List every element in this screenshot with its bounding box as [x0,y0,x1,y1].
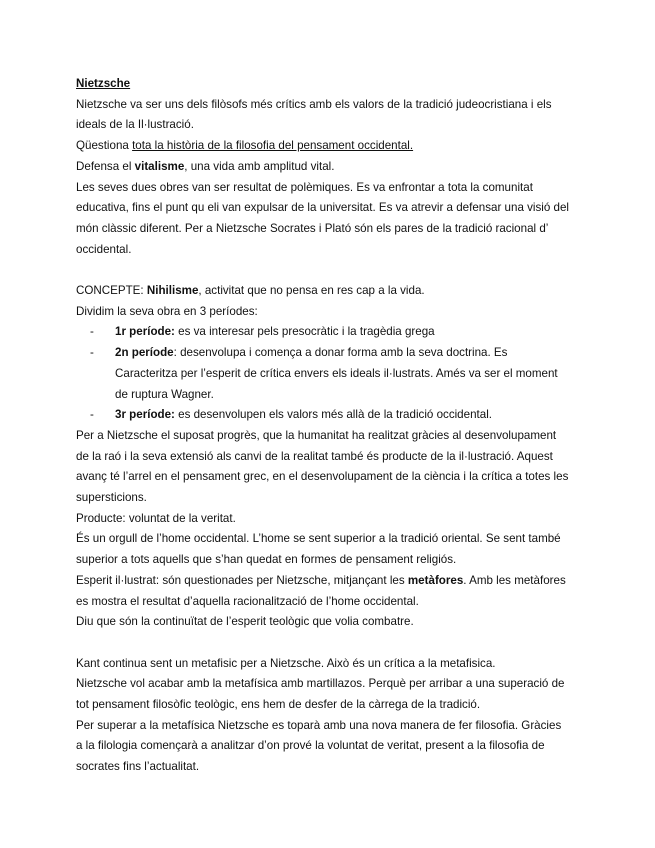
paragraph-gap [76,260,586,281]
intro-line-1: Nietzsche va ser uns dels filòsofs més crítics amb els valors de la tradició judeocristiana i els [76,97,552,111]
period-label: 1r període: [115,325,175,339]
defensa-suffix: , una vida amb amplitud vital. [184,159,335,173]
obres-line-4: occidental. [76,242,132,256]
period-item-2-cont-2: de ruptura Wagner. [115,387,214,401]
diu-line: Diu que són la continuïtat de l’esperit teològic que volia combatre. [76,615,414,629]
kant-line-6: socrates fins l’actualitat. [76,760,200,774]
period-item-3 [76,405,586,426]
orgull-line-2: superior a tots aquells que s’han quedat en formes de pensament religiós. [76,553,457,567]
progress-line-4: supersticions. [76,491,147,505]
esperit-prefix: Esperit il·lustrat: són questionades per Nietzsche, mitjançant les [76,573,408,587]
esperit-line-1 [76,571,586,592]
period-text: es va interesar pels presocràtic i la tragèdia grega [174,325,435,339]
period-item-2 [76,343,586,364]
orgull-line-1: És un orgull de l’home occidental. L’home se sent superior a la tradició oriental. Se sent també [76,532,561,546]
bullet-dash: - [90,325,94,339]
document-title [76,74,586,95]
period-item-1 [76,322,586,343]
bullet-dash: - [90,408,94,422]
esperit-line-2: es mostra el resultat d’aquella racionalització de l’home occidental. [76,594,419,608]
vitalisme-term: vitalisme [134,159,185,173]
esperit-suffix: . Amb les metàfores [463,573,566,587]
questiona-underlined: tota la història de la filosofia del pensament occidental. [132,139,414,153]
period-item-2-cont-1: Caracteritza per l’esperit de crítica envers els ideals il·lustrats. Amés va ser el moment [115,366,558,380]
title-text: Nietzsche [76,77,131,90]
kant-line-4: Per superar a la metafísica Nietzsche es toparà amb una nova manera de fer filosofia. Gràcies [76,718,562,732]
defensa-prefix: Defensa el [76,159,135,173]
period-text: : desenvolupa i comença a donar forma amb la seva doctrina. Es [173,346,508,360]
period-label: 3r període: [115,408,175,422]
nihilisme-term: Nihilisme [146,284,199,298]
metafores-term: metàfores [407,573,464,587]
kant-line-2: Nietzsche vol acabar amb la metafísica amb martillazos. Perquè per arribar a una superació de [76,677,565,691]
dividim-line: Dividim la seva obra en 3 períodes: [76,304,258,318]
concepte-prefix: CONCEPTE: [76,284,147,298]
kant-line-5: a la filologia començarà a analitzar d’on prové la voluntat de veritat, present a la filosofia de [76,739,545,753]
period-text: es desenvolupen els valors més allà de la tradició occidental. [174,408,492,422]
bullet-dash: - [90,346,94,360]
period-label: 2n període [115,346,174,360]
concepte-suffix: , activitat que no pensa en res cap a la vida. [198,284,425,298]
document-page [76,74,586,778]
producte-line: Producte: voluntat de la veritat. [76,511,236,525]
obres-line-3: món clàssic diferent. Per a Nietzsche Socrates i Plató són els pares de la tradició racional d’ [76,221,549,235]
obres-line-2: educativa, fins el punt qu eli van expulsar de la universitat. Es va atrevir a defensar una visió del [76,201,570,215]
kant-line-1: Kant continua sent un metafisic per a Nietzsche. Això és un crítica a la metafisica. [76,656,496,670]
paragraph-gap [76,633,586,654]
questiona-line [76,136,586,157]
intro-line-2: ideals de la Il·lustració. [76,118,194,132]
questiona-prefix: Qüestiona [76,139,133,153]
progress-line-1: Per a Nietzsche el suposat progrès, que la humanitat ha realitzat gràcies al desenvolupament [76,428,557,442]
obres-line-1: Les seves dues obres van ser resultat de polèmiques. Es va enfrontar a tota la comunitat [76,180,533,194]
defensa-line [76,157,586,178]
kant-line-3: tot pensament filosòfic teològic, ens hem de desfer de la càrrega de la tradició. [76,698,481,712]
progress-line-3: avanç té l’arrel en el pensament grec, en el desenvolupament de la ciència i la crítica a totes les [76,470,569,484]
concepte-line [76,281,586,302]
progress-line-2: de la raó i la seva extensió als canvi de la realitat també és producte de la il·lustració. Aquest [76,449,553,463]
